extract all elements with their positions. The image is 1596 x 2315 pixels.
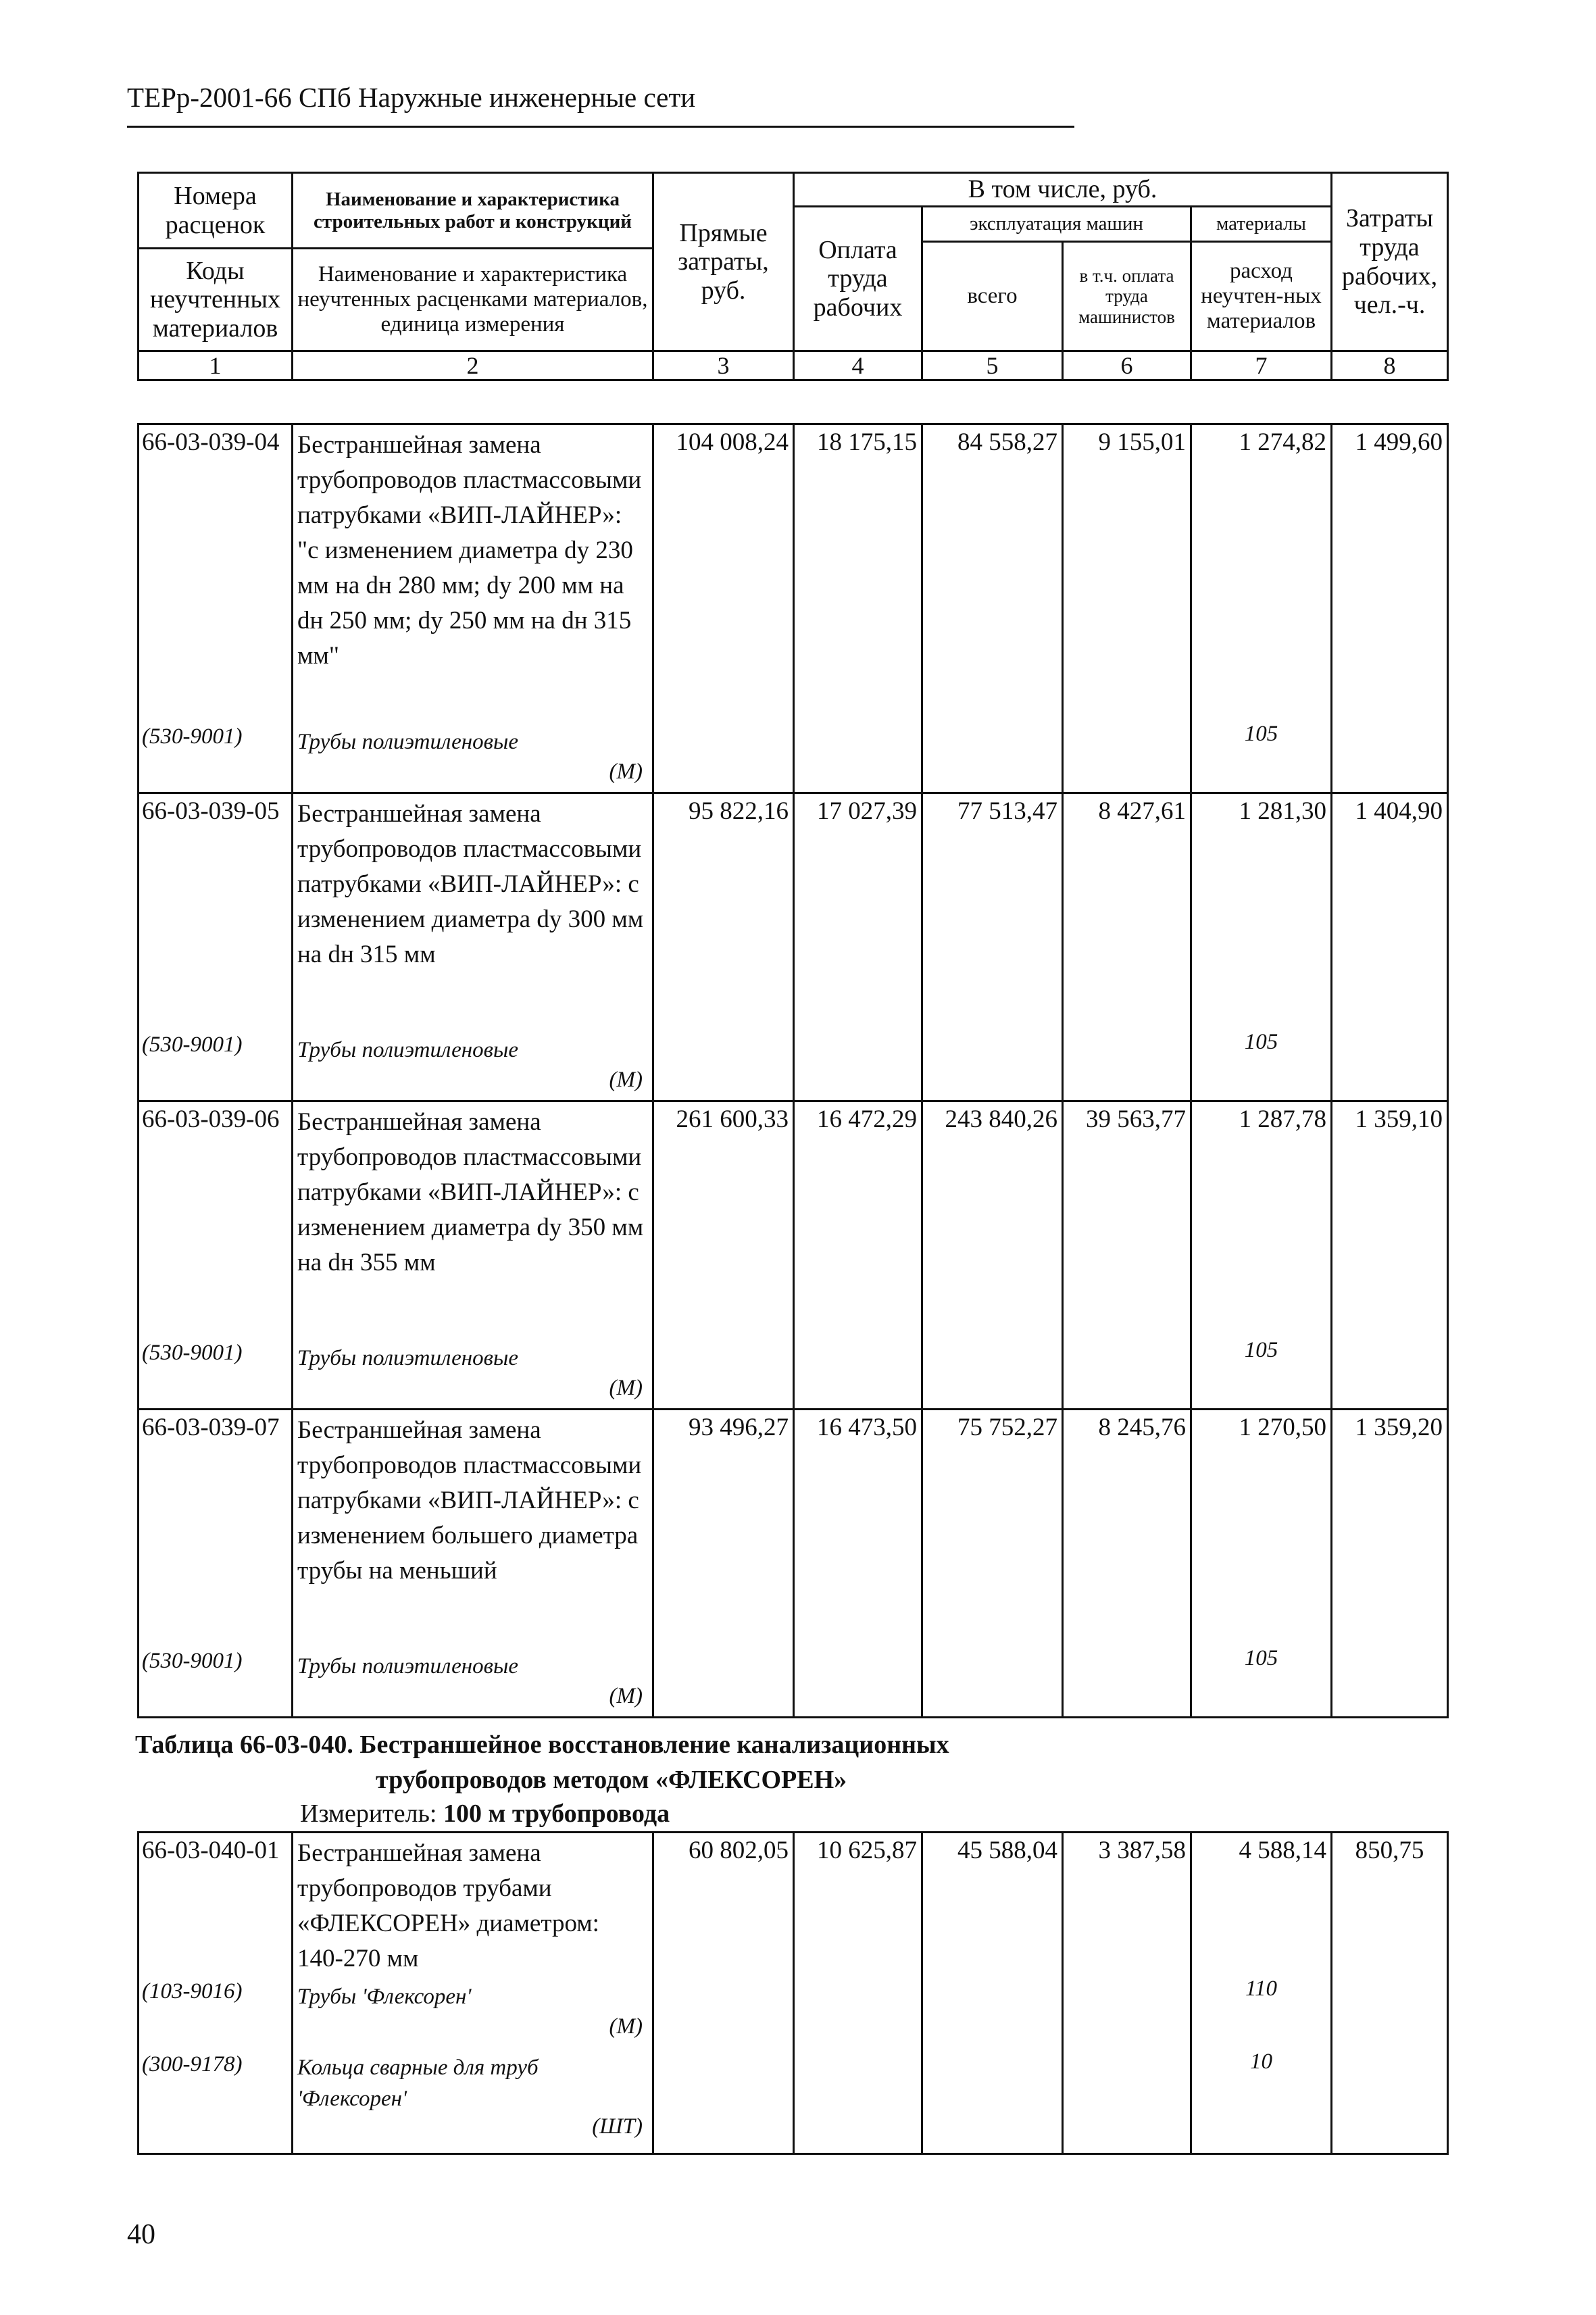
labor-hours: 1 404,90 xyxy=(1332,793,1448,1030)
material-row xyxy=(139,2049,1448,2114)
material-code: (530-9001) xyxy=(139,1338,293,1376)
rates-table xyxy=(137,423,1449,1718)
material-code: (530-9001) xyxy=(139,1030,293,1068)
machines-labor: 3 387,58 xyxy=(1063,1833,1191,1977)
col-number: 3 xyxy=(653,351,794,380)
rate-name: Бестраншейная замена трубопроводов трубами «ФЛЕКСОРЕН» диаметром: 140-270 мм xyxy=(293,1833,653,1977)
materials: 1 287,78 xyxy=(1191,1101,1332,1338)
material-name: Кольца сварные для труб 'Флексорен' xyxy=(293,2049,653,2114)
material-code: (530-9001) xyxy=(139,1646,293,1684)
col-number: 8 xyxy=(1332,351,1448,380)
material-unit: (М) xyxy=(293,760,653,793)
table-row xyxy=(139,1833,1448,1977)
machines-labor: 39 563,77 xyxy=(1063,1101,1191,1338)
labor-pay: 17 027,39 xyxy=(794,793,922,1030)
material-row xyxy=(139,1976,1448,2014)
direct-costs: 104 008,24 xyxy=(653,424,794,722)
material-name: Трубы 'Флексорен' xyxy=(293,1976,653,2014)
labor-hours: 1 499,60 xyxy=(1332,424,1448,722)
machines-total: 84 558,27 xyxy=(922,424,1063,722)
machines-total: 243 840,26 xyxy=(922,1101,1063,1338)
measure-value: 100 м трубопровода xyxy=(443,1799,670,1828)
material-code: (300-9178) xyxy=(139,2049,293,2114)
col-machines-total: всего xyxy=(922,242,1063,351)
materials: 1 270,50 xyxy=(1191,1410,1332,1646)
col-including: В том числе, руб. xyxy=(794,173,1332,207)
material-unit: (ШТ) xyxy=(293,2114,653,2154)
material-code: (530-9001) xyxy=(139,722,293,760)
labor-pay: 16 472,29 xyxy=(794,1101,922,1338)
rate-name: Бестраншейная замена трубопроводов пластмассовыми патрубками «ВИП-ЛАЙНЕР»: с изменением диаметра dy 350 мм на dн 355 мм xyxy=(293,1101,653,1338)
header-rule xyxy=(127,126,1074,128)
column-header-table xyxy=(137,172,1449,381)
materials: 1 281,30 xyxy=(1191,793,1332,1030)
col-materials: материалы xyxy=(1191,207,1332,242)
machines-total: 75 752,27 xyxy=(922,1410,1063,1646)
col-number: 2 xyxy=(293,351,653,380)
direct-costs: 95 822,16 xyxy=(653,793,794,1030)
col-number: 4 xyxy=(794,351,922,380)
direct-costs: 93 496,27 xyxy=(653,1410,794,1646)
material-unit: (М) xyxy=(293,1376,653,1410)
material-name: Трубы полиэтиленовые xyxy=(293,1030,653,1068)
table-title-line2: трубопроводов методом «ФЛЕКСОРЕН» xyxy=(376,1766,847,1794)
labor-pay: 16 473,50 xyxy=(794,1410,922,1646)
material-unit: (М) xyxy=(293,1684,653,1718)
material-row xyxy=(139,1338,1448,1376)
page-number: 40 xyxy=(127,2219,155,2250)
col-labor-costs: Затраты труда рабочих, чел.-ч. xyxy=(1332,173,1448,351)
machines-labor: 8 427,61 xyxy=(1063,793,1191,1030)
table-title: Таблица 66-03-040. Бестраншейное восстановление канализационных xyxy=(135,1731,949,1759)
material-unit: (М) xyxy=(293,2014,653,2049)
col-number: 7 xyxy=(1191,351,1332,380)
machines-labor: 8 245,76 xyxy=(1063,1410,1191,1646)
material-qty: 110 xyxy=(1191,1976,1332,2014)
material-unit: (М) xyxy=(293,1068,653,1101)
rate-code: 66-03-039-06 xyxy=(139,1101,293,1338)
table-row xyxy=(139,1101,1448,1338)
material-qty: 105 xyxy=(1191,1030,1332,1068)
col-machines-labor: в т.ч. оплата труда машинистов xyxy=(1063,242,1191,351)
table-row xyxy=(139,1410,1448,1646)
measure-label: Измеритель: xyxy=(300,1799,437,1828)
material-qty: 105 xyxy=(1191,1646,1332,1684)
col-name-materials: Наименование и характеристика неучтенных расценками материалов, единица измерения xyxy=(293,249,653,351)
material-code: (103-9016) xyxy=(139,1976,293,2014)
labor-pay: 10 625,87 xyxy=(794,1833,922,1977)
material-qty: 105 xyxy=(1191,1338,1332,1376)
table-row xyxy=(139,793,1448,1030)
labor-hours: 850,75 xyxy=(1332,1833,1448,1977)
col-direct-costs: Прямые затраты, руб. xyxy=(653,173,794,351)
table-row xyxy=(139,424,1448,722)
material-name: Трубы полиэтиленовые xyxy=(293,1646,653,1684)
measure-line xyxy=(300,1799,670,1828)
rate-name: Бестраншейная замена трубопроводов пластмассовыми патрубками «ВИП-ЛАЙНЕР»: с изменением большего диаметра трубы на меньший xyxy=(293,1410,653,1646)
material-name: Трубы полиэтиленовые xyxy=(293,722,653,760)
material-row xyxy=(139,722,1448,760)
rate-code: 66-03-039-05 xyxy=(139,793,293,1030)
machines-labor: 9 155,01 xyxy=(1063,424,1191,722)
rate-code: 66-03-039-04 xyxy=(139,424,293,722)
direct-costs: 261 600,33 xyxy=(653,1101,794,1338)
rate-code: 66-03-039-07 xyxy=(139,1410,293,1646)
material-qty: 105 xyxy=(1191,722,1332,760)
direct-costs: 60 802,05 xyxy=(653,1833,794,1977)
document-header: ТЕРр-2001-66 СПб Наружные инженерные сети xyxy=(127,82,696,113)
rate-code: 66-03-040-01 xyxy=(139,1833,293,1977)
material-name: Трубы полиэтиленовые xyxy=(293,1338,653,1376)
col-number: 6 xyxy=(1063,351,1191,380)
col-number: 5 xyxy=(922,351,1063,380)
rates-table-040 xyxy=(137,1831,1449,2155)
materials: 1 274,82 xyxy=(1191,424,1332,722)
col-codes: Коды неучтенных материалов xyxy=(139,249,293,351)
machines-total: 77 513,47 xyxy=(922,793,1063,1030)
col-labor-pay: Оплата труда рабочих xyxy=(794,207,922,351)
col-number: 1 xyxy=(139,351,293,380)
col-rates-number: Номера расценок xyxy=(139,173,293,249)
rate-name: Бестраншейная замена трубопроводов пластмассовыми патрубками «ВИП-ЛАЙНЕР»: "с изменением диаметра dy 230 мм на dн 280 мм; dy 200 мм на dн 250 мм; dy 250 мм на dн 315 мм" xyxy=(293,424,653,722)
material-row xyxy=(139,1030,1448,1068)
rate-name: Бестраншейная замена трубопроводов пластмассовыми патрубками «ВИП-ЛАЙНЕР»: с изменением диаметра dy 300 мм на dн 315 мм xyxy=(293,793,653,1030)
material-qty: 10 xyxy=(1191,2049,1332,2114)
material-row xyxy=(139,1646,1448,1684)
labor-hours: 1 359,10 xyxy=(1332,1101,1448,1338)
labor-pay: 18 175,15 xyxy=(794,424,922,722)
labor-hours: 1 359,20 xyxy=(1332,1410,1448,1646)
col-machines: эксплуатация машин xyxy=(922,207,1191,242)
col-materials-use: расход неучтен-ных материалов xyxy=(1191,242,1332,351)
col-name-works: Наименование и характеристика строительных работ и конструкций xyxy=(293,173,653,249)
machines-total: 45 588,04 xyxy=(922,1833,1063,1977)
materials: 4 588,14 xyxy=(1191,1833,1332,1977)
